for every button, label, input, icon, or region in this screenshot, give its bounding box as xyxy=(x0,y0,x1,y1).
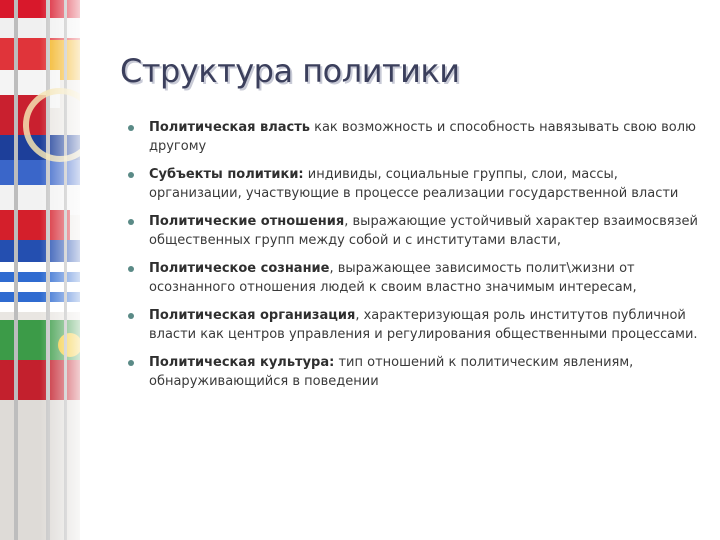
item-text: как возможность и способность навязывать свою волю другому xyxy=(149,120,696,154)
item-term: Субъекты политики: xyxy=(149,167,304,182)
item-text: , выражающее зависимость полит\жизни от осознанного отношения людей к своим властно значимым интересам, xyxy=(149,261,637,295)
slide-title: Структура политики xyxy=(120,52,460,90)
flags-fade-overlay xyxy=(40,0,100,540)
bullet-icon xyxy=(128,125,134,131)
bullet-icon xyxy=(128,172,134,178)
item-term: Политическое сознание xyxy=(149,261,330,276)
bullet-list xyxy=(128,118,700,400)
list-item xyxy=(128,165,700,203)
list-item xyxy=(128,259,700,297)
item-term: Политическая власть xyxy=(149,120,310,135)
item-term: Политическая организация xyxy=(149,308,356,323)
list-item xyxy=(128,118,700,156)
bullet-icon xyxy=(128,219,134,225)
list-item xyxy=(128,353,700,391)
bullet-icon xyxy=(128,360,134,366)
item-term: Политические отношения xyxy=(149,214,345,229)
item-text: , выражающие устойчивый характер взаимосвязей общественных групп между собой и с институтами власти, xyxy=(149,214,698,248)
list-item xyxy=(128,306,700,344)
item-text: индивиды, социальные группы, слои, массы, организации, участвующие в процессе реализации государственной власти xyxy=(149,167,679,201)
list-item xyxy=(128,212,700,250)
item-text: , характеризующая роль институтов публичной власти как центров управления и регулирования общественными процессами. xyxy=(149,308,698,342)
item-term: Политическая культура: xyxy=(149,355,335,370)
item-text: тип отношений к политическим явлениям, обнаруживающийся в поведении xyxy=(149,355,634,389)
bullet-icon xyxy=(128,266,134,272)
bullet-icon xyxy=(128,313,134,319)
